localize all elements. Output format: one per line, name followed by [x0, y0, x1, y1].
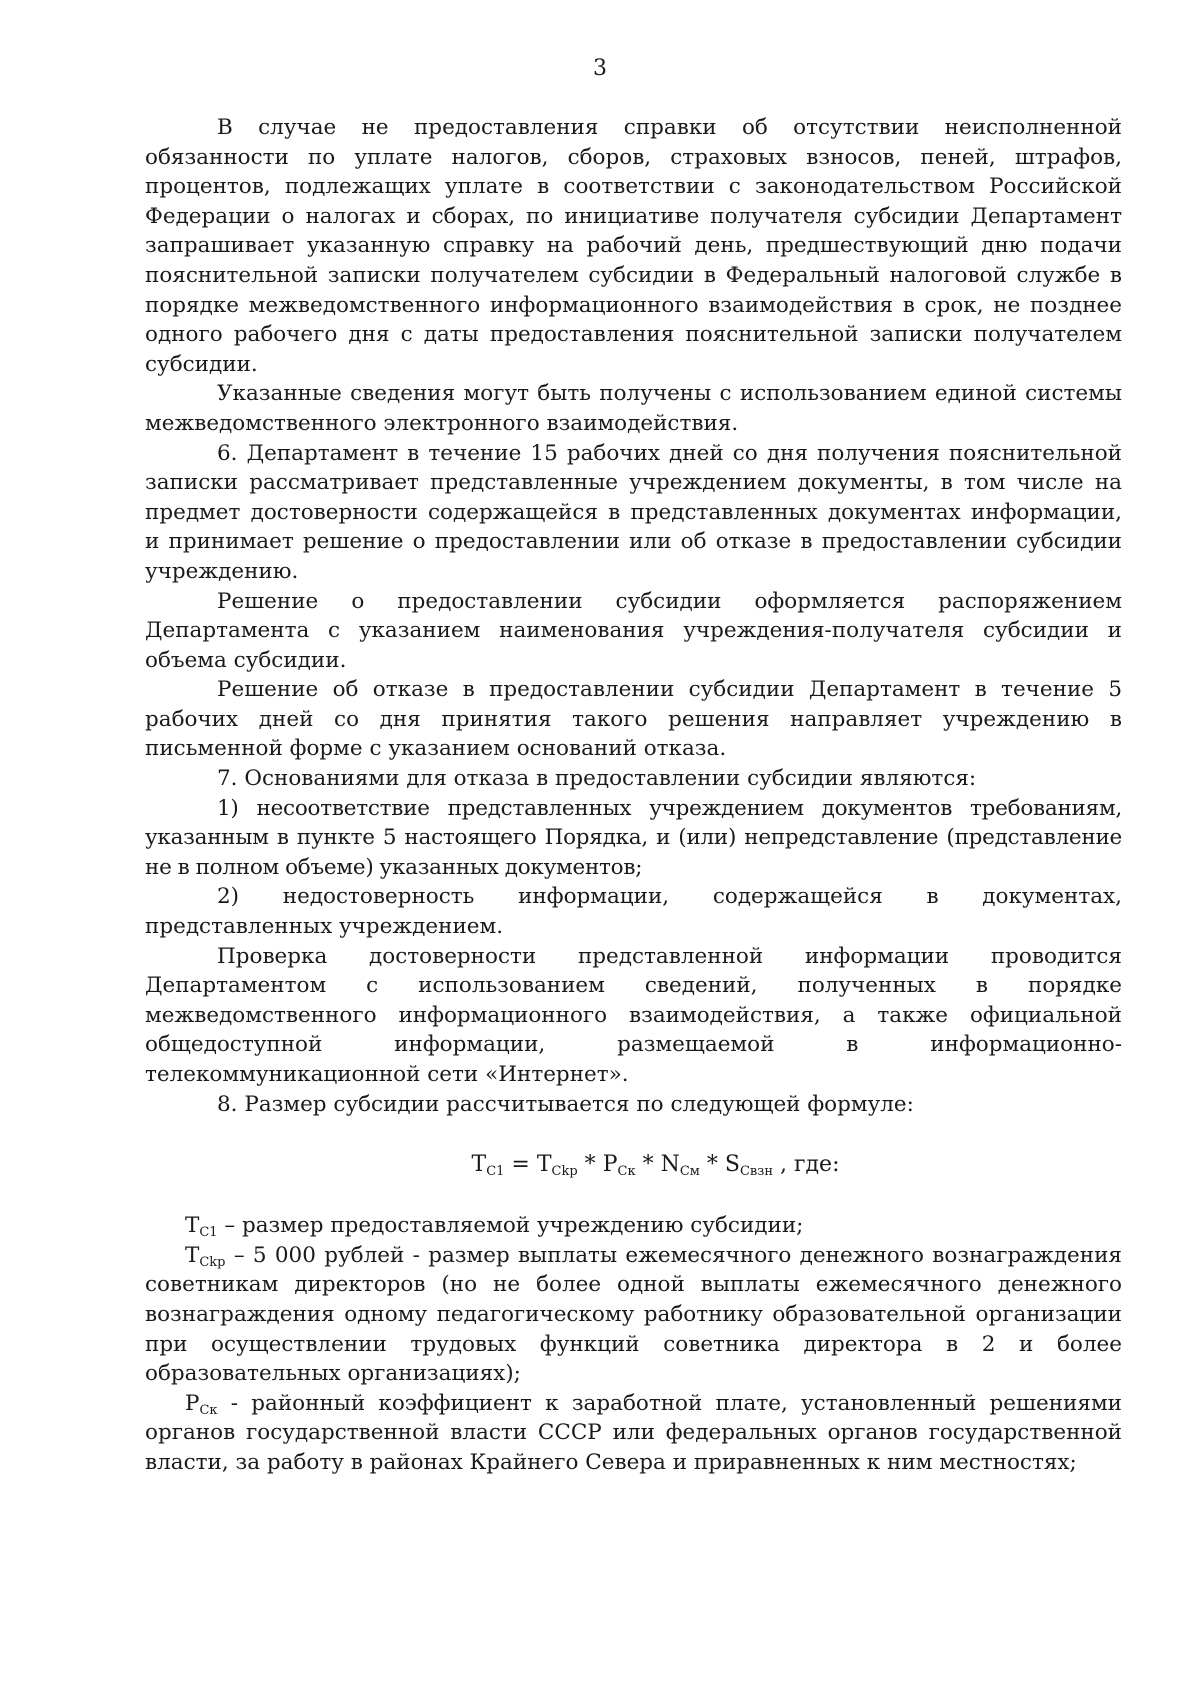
definition-subsidy-amount [145, 1211, 1122, 1241]
definition-symbol: T [185, 1213, 200, 1239]
definition-symbol-sub: C1 [199, 1225, 218, 1241]
paragraph-verification: Проверка достоверности представленной информации проводится Департаментом с использованием сведений, полученных в порядке межведомственного информационного взаимодействия, а также официальной общедоступной информации, размещаемой в информационно-телекоммуникационной сети «Интернет». [145, 943, 1122, 1087]
formula-term-4: S [724, 1152, 740, 1178]
formula-operator-3: * [699, 1152, 725, 1178]
paragraph-missing-tax-certificate: В случае не предоставления справки об отсутствии неисполненной обязанности по уплате налогов, сборов, страховых взносов, пеней, штрафов, процентов, подлежащих уплате в соответствии с законодательством Российской Федерации о налогах и сборах, по инициативе получателя субсидии Департамент запрашивает указанную справку на рабочий день, предшествующий дню подачи пояснительной записки получателем субсидии в Федеральный налоговой службе в порядке межведомственного информационного взаимодействия в срок, не позднее одного рабочего дня с даты предоставления пояснительной записки получателем субсидии. [145, 115, 1122, 377]
definition-text: - районный коэффициент к заработной плате, установленный решениями органов государственной власти СССР или федеральных органов государственной власти, за работу в районах Крайнего Севера и приравненных к ним местностях; [145, 1390, 1122, 1475]
formula-lhs: T [471, 1152, 487, 1178]
formula-equals: = [504, 1152, 537, 1178]
formula-lhs-sub: C1 [486, 1164, 505, 1180]
formula-operator-2: * [635, 1152, 661, 1178]
paragraph-ground-2: 2) недостоверность информации, содержащейся в документах, представленных учреждением. [145, 884, 1122, 940]
definition-symbol: T [185, 1242, 200, 1268]
formula-operator-1: * [577, 1152, 603, 1178]
paragraph-item-6-review: 6. Департамент в течение 15 рабочих дней со дня получения пояснительной записки рассматривает представленные учреждением документы, в том числе на предмет достоверности содержащейся в представленных документах информации, и принимает решение о предоставлении или об отказе в предоставлении субсидии учреждению. [145, 440, 1122, 584]
paragraph-item-8-formula-intro: 8. Размер субсидии рассчитывается по следующей формуле: [217, 1091, 914, 1117]
document-body [145, 113, 1122, 1478]
formula-term-1: T [536, 1152, 552, 1178]
definition-symbol-sub: Cк [199, 1402, 218, 1418]
paragraph-item-7-grounds: 7. Основаниями для отказа в предоставлении субсидии являются: [217, 766, 977, 792]
definition-regional-coefficient [145, 1389, 1122, 1478]
paragraph-decision-refusal: Решение об отказе в предоставлении субсидии Департамент в течение 5 рабочих дней со дня принятия такого решения направляет учреждению в письменной форме с указанием оснований отказа. [145, 677, 1122, 762]
page-number: 3 [593, 56, 607, 81]
definition-symbol-sub: Ckp [199, 1254, 226, 1270]
formula-term-1-sub: Ckp [551, 1164, 578, 1180]
paragraph-decision-grant: Решение о предоставлении субсидии оформляется распоряжением Департамента с указанием наименования учреждения-получателя субсидии и объема субсидии. [145, 588, 1122, 673]
definition-text: – 5 000 рублей - размер выплаты ежемесячного денежного вознаграждения советникам директоров (но не более одной выплаты ежемесячного денежного вознаграждения одному педагогическому работнику образовательной организации при осуществлении трудовых функций советника директора в 2 и более образовательных организациях); [145, 1242, 1122, 1387]
formula-term-3-sub: Cм [679, 1164, 700, 1180]
formula-term-3: N [660, 1152, 680, 1178]
formula-term-4-sub: Cвзн [739, 1164, 773, 1180]
definition-text: – размер предоставляемой учреждению субсидии; [217, 1213, 804, 1239]
formula-suffix: , где: [773, 1152, 840, 1178]
definition-symbol: P [185, 1390, 200, 1416]
paragraph-ground-1: 1) несоответствие представленных учреждением документов требованиям, указанным в пункте 5 настоящего Порядка, и (или) непредставление (представление не в полном объеме) указанных документов; [145, 795, 1122, 880]
definition-monthly-payment [145, 1241, 1122, 1389]
formula-term-2: P [602, 1152, 618, 1178]
subsidy-formula [145, 1150, 1122, 1180]
paragraph-interagency-system: Указанные сведения могут быть получены с использованием единой системы межведомственного электронного взаимодействия. [145, 381, 1122, 436]
formula-term-2-sub: Cк [617, 1164, 636, 1180]
